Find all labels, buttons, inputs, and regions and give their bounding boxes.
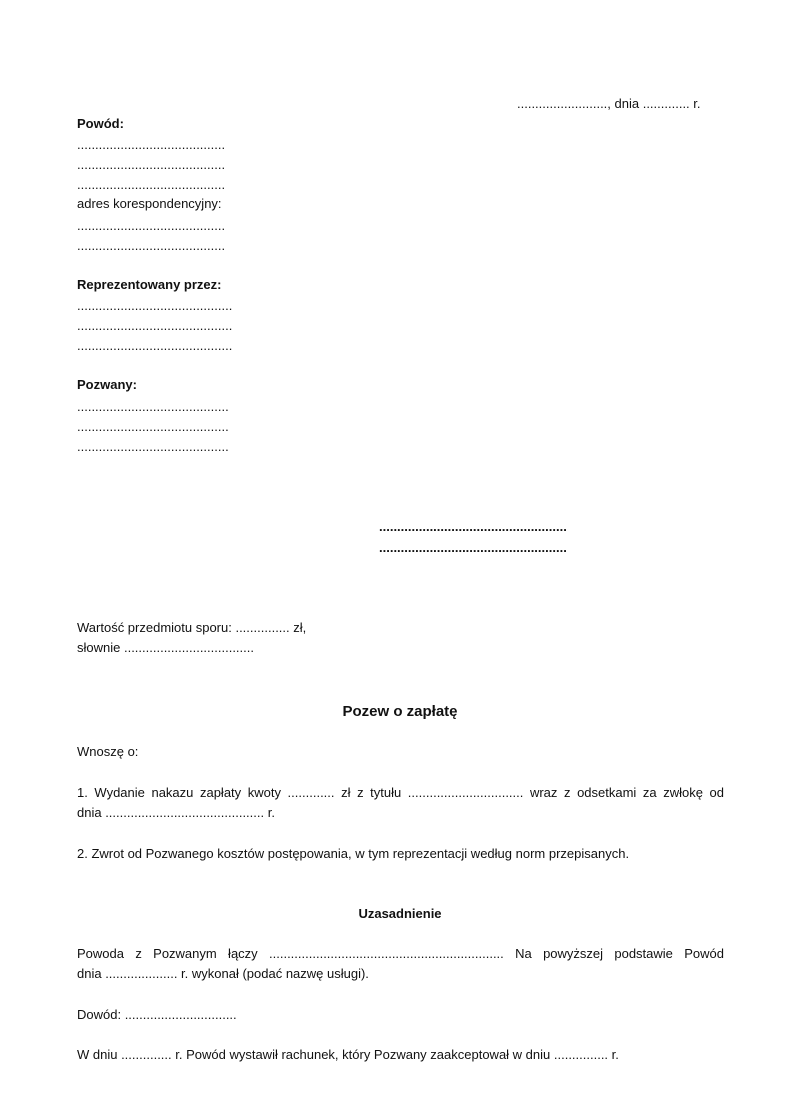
representative-line: ........................................... [77,318,233,333]
request-intro: Wnoszę o: [77,744,139,759]
plaintiff-line: ......................................... [77,177,226,192]
justification-heading: Uzasadnienie [358,906,442,921]
representative-line: ........................................... [77,298,233,313]
request-item-1: 1. Wydanie nakazu zapłaty kwoty ............. zł z tytułu ................................ wraz z odsetkami za zwłokę od [77,785,724,800]
document-title: Pozew o zapłatę [342,703,458,720]
representative-line: ........................................... [77,338,233,353]
justification-paragraph-continued: dnia .................... r. wykonał (podać nazwę usługi). [77,966,369,981]
evidence-line: Dowód: ............................... [77,1007,237,1022]
representative-heading: Reprezentowany przez: [77,277,222,292]
defendant-heading: Pozwany: [77,377,137,392]
court-line: .................................................... [379,519,567,534]
correspondence-label: adres korespondencyjny: [77,196,222,211]
request-item-1-continued: dnia ............................................ r. [77,805,275,820]
defendant-line: .......................................... [77,439,229,454]
place-and-date: ........................., dnia ............. r. [517,96,701,111]
dispute-value-words: słownie .................................... [77,640,254,655]
justification-paragraph: Powoda z Pozwanym łączy ................................................................. Na powyższej podstawie Powód [77,946,724,961]
plaintiff-line: ......................................... [77,137,226,152]
plaintiff-heading: Powód: [77,116,124,131]
correspondence-line: ......................................... [77,238,226,253]
court-line: .................................................... [379,540,567,555]
request-item-2: 2. Zwrot od Pozwanego kosztów postępowania, w tym reprezentacji według norm przepisanych. [77,846,630,861]
correspondence-line: ......................................... [77,218,226,233]
justification-paragraph-2: W dniu .............. r. Powód wystawił rachunek, który Pozwany zaakceptował w dniu ............... r. [77,1047,619,1062]
plaintiff-line: ......................................... [77,157,226,172]
defendant-line: .......................................... [77,419,229,434]
dispute-value: Wartość przedmiotu sporu: ............... zł, [77,620,307,635]
defendant-line: .......................................... [77,399,229,414]
